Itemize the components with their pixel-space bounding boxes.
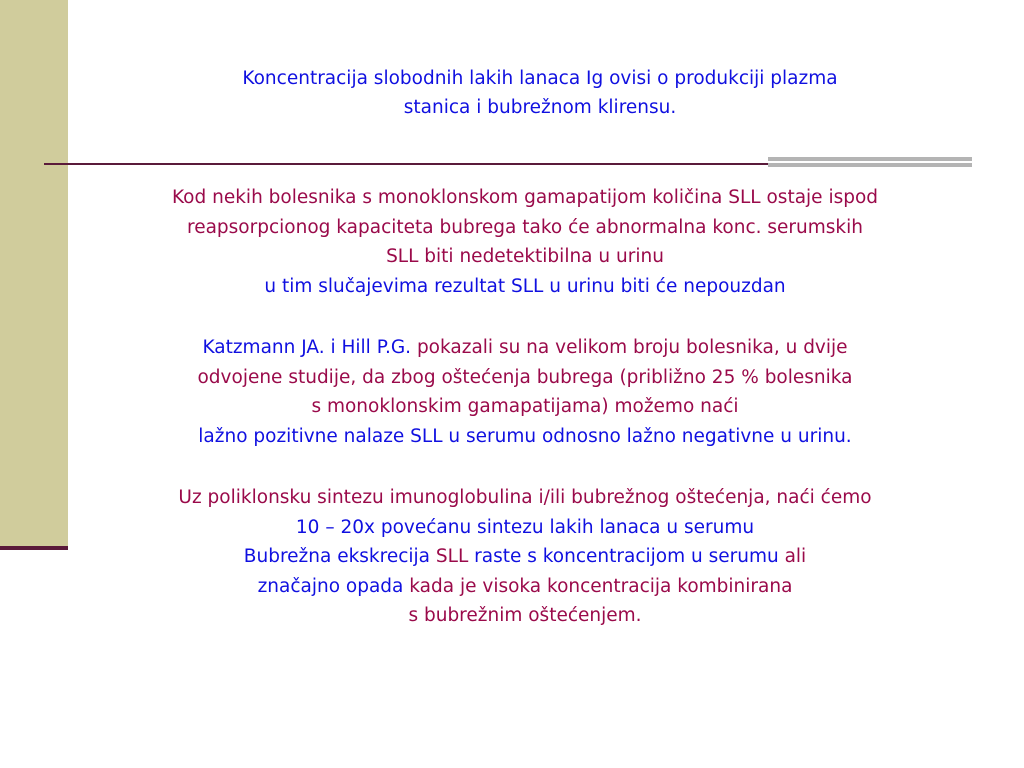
title-divider [44, 163, 774, 165]
para3-line-1: Uz poliklonsku sintezu imunoglobulina i/ili bubrežnog oštećenja, naći ćemo [178, 487, 872, 508]
para2-conclusion: lažno pozitivne nalaze SLL u serumu odnosno lažno negativne u urinu. [198, 425, 852, 447]
para3-line-3b: SLL [435, 546, 469, 567]
para2-line-2: odvojene studije, da zbog oštećenja bubrega (približno 25 % bolesnika [197, 366, 853, 388]
slide-title [100, 64, 980, 122]
para2-authors: Katzmann JA. i Hill P.G. [202, 337, 412, 358]
title-line-1: Koncentracija slobodnih lakih lanaca Ig ovisi o produkciji plazma [242, 68, 838, 89]
paragraph-3 [60, 483, 990, 631]
para1-line-2: reapsorpcionog kapaciteta bubrega tako će abnormalna konc. serumskih [187, 216, 863, 238]
para1-line-1: Kod nekih bolesnika s monoklonskom gamapatijom količina SLL ostaje ispod [171, 187, 879, 208]
paragraph-1 [60, 183, 990, 301]
para3-line-2: 10 – 20x povećanu sintezu lakih lanaca u serumu [295, 516, 755, 538]
para3-line-4 [60, 572, 990, 602]
para3-line-3d: ali [784, 546, 807, 567]
para3-line-3c: raste s koncentracijom u serumu [468, 546, 785, 567]
slide-body [60, 183, 990, 631]
para1-conclusion: u tim slučajevima rezultat SLL u urinu biti će nepouzdan [264, 275, 786, 297]
title-divider-grey [768, 157, 972, 167]
para1-line-3: SLL biti nedetektibilna u urinu [386, 246, 664, 267]
title-line-2: stanica i bubrežnom klirensu. [403, 97, 677, 118]
left-decorative-bar [0, 0, 68, 548]
para3-line-4a: značajno opada [257, 575, 410, 597]
paragraph-2 [60, 333, 990, 451]
para2-line-1 [60, 333, 990, 363]
para3-line-4b: kada je visoka koncentracija kombinirana [409, 575, 793, 597]
left-decorative-line [0, 546, 68, 550]
para3-line-3 [60, 542, 990, 572]
para3-line-3a: Bubrežna ekskrecija [243, 546, 436, 567]
para2-line-1-rest: pokazali su na velikom broju bolesnika, u dvije [411, 337, 848, 358]
para2-line-3: s monoklonskim gamapatijama) možemo naći [311, 396, 739, 417]
para3-line-5: s bubrežnim oštećenjem. [408, 605, 642, 626]
